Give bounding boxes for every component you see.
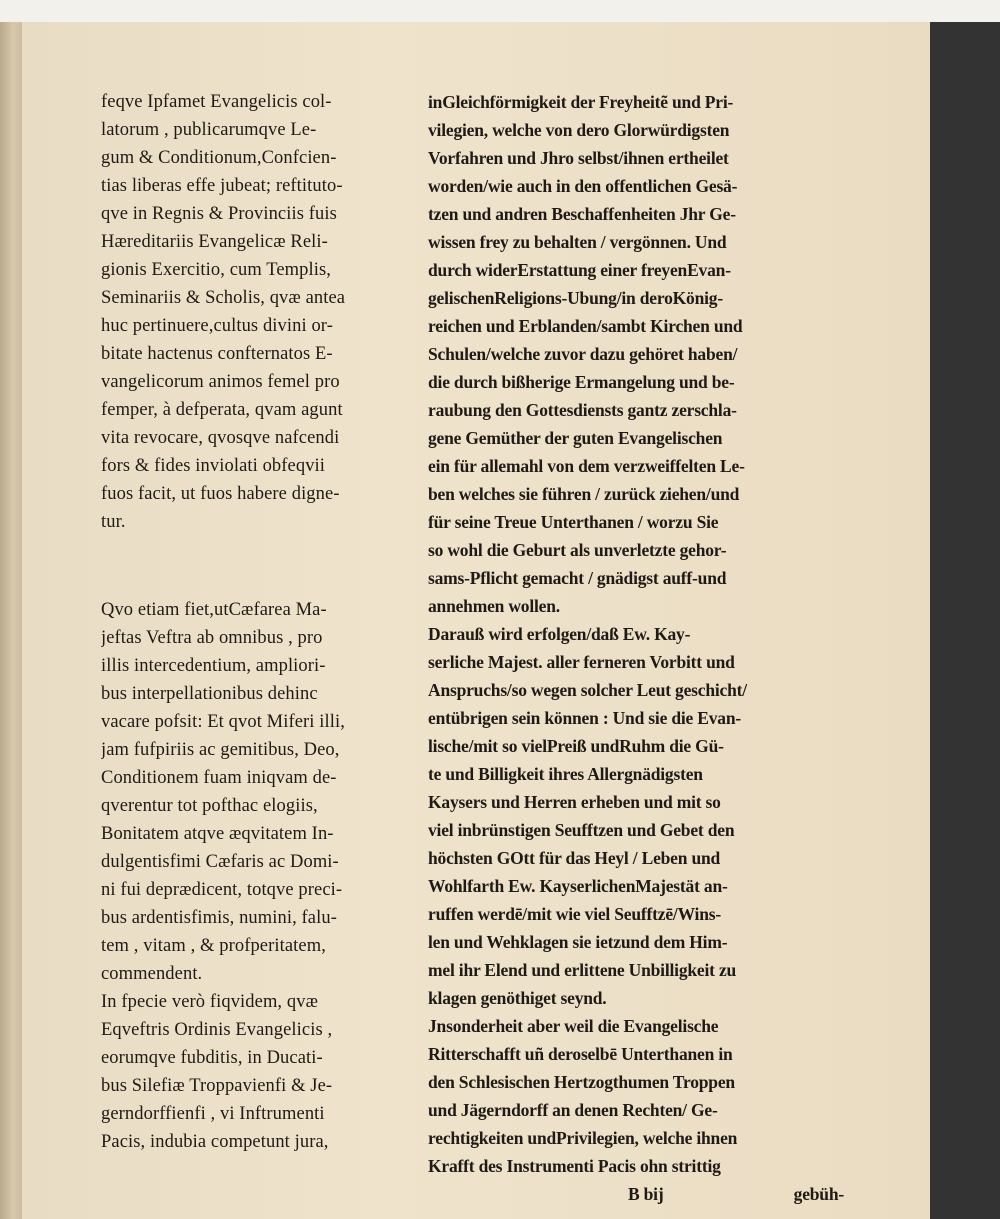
text-line: Bonitatem atqve æqvitatem In- bbox=[101, 824, 334, 844]
text-line: Ritterschafft uñ deroselbē Unterthanen in bbox=[428, 1044, 733, 1064]
text-line: Darauß wird erfolgen/daß Ew. Kay- bbox=[428, 624, 691, 644]
text-line: qve in Regnis & Provinciis fuis bbox=[101, 204, 337, 224]
text-line: fuos facit, ut fuos habere digne- bbox=[101, 484, 340, 504]
latin-column bbox=[101, 88, 421, 1156]
text-line: Seminariis & Scholis, qvæ antea bbox=[101, 288, 346, 308]
text-line: den Schlesischen Hertzogthumen Troppen bbox=[428, 1072, 735, 1092]
text-line: entübrigen sein können : Und sie die Evan- bbox=[428, 708, 741, 728]
scan-top-border bbox=[0, 0, 1000, 22]
text-line: viel inbrünstigen Seufftzen und Gebet den bbox=[428, 820, 735, 840]
text-line: dulgentisfimi Cæfaris ac Domi- bbox=[101, 852, 339, 872]
text-line: sams-Pflicht gemacht / gnädigst auff-und bbox=[428, 568, 727, 588]
text-line: Schulen/welche zuvor dazu gehöret haben/ bbox=[428, 344, 738, 364]
scan-right-border bbox=[930, 22, 1000, 1219]
text-line: annehmen wollen. bbox=[428, 596, 560, 616]
text-line: gelischenReligions-Ubung/in deroKönig- bbox=[428, 288, 723, 308]
text-line: bus interpellationibus dehinc bbox=[101, 684, 318, 704]
text-line: raubung den Gottesdiensts gantz zerschla- bbox=[428, 400, 737, 420]
text-line: vacare pofsit: Et qvot Miferi illi, bbox=[101, 712, 345, 732]
text-line: vilegien, welche von dero Glorwürdigsten bbox=[428, 120, 730, 140]
text-line: ein für allemahl von dem verzweiffelten Le- bbox=[428, 456, 745, 476]
text-line: femper, à defperata, qvam agunt bbox=[101, 400, 343, 420]
text-line: durch widerErstattung einer freyenEvan- bbox=[428, 260, 731, 280]
page-content bbox=[24, 48, 924, 1208]
text-line: jam fufpiriis ac gemitibus, Deo, bbox=[101, 740, 340, 760]
text-line: illis intercedentium, ampliori- bbox=[101, 656, 326, 676]
text-line: tias liberas effe jubeat; reftituto- bbox=[101, 176, 343, 196]
text-line: gionis Exercitio, cum Templis, bbox=[101, 260, 332, 280]
text-line: tur. bbox=[101, 512, 126, 532]
text-line: wissen frey zu behalten / vergönnen. Und bbox=[428, 232, 727, 252]
text-line: tem , vitam , & profperitatem, bbox=[101, 936, 326, 956]
text-line: Vorfahren und Jhro selbst/ihnen ertheilet bbox=[428, 148, 729, 168]
text-line: vangelicorum animos femel pro bbox=[101, 372, 340, 392]
page-spine bbox=[0, 22, 22, 1219]
text-line: ni fui deprædicent, totqve preci- bbox=[101, 880, 343, 900]
text-line: qverentur tot pofthac elogiis, bbox=[101, 796, 318, 816]
text-line: In fpecie verò fiqvidem, qvæ bbox=[101, 992, 319, 1012]
text-line: serliche Majest. aller ferneren Vorbitt und bbox=[428, 652, 735, 672]
text-line: gene Gemüther der guten Evangelischen bbox=[428, 428, 723, 448]
catchword: gebüh- bbox=[793, 1184, 844, 1204]
german-column bbox=[428, 88, 848, 1208]
text-line: jeftas Veftra ab omnibus , pro bbox=[101, 628, 323, 648]
text-line: tzen und andren Beschaffenheiten Jhr Ge- bbox=[428, 204, 736, 224]
text-line: Conditionem fuam iniqvam de- bbox=[101, 768, 337, 788]
text-line: feqve Ipfamet Evangelicis col- bbox=[101, 92, 332, 112]
text-line: Wohlfarth Ew. KayserlichenMajestät an- bbox=[428, 876, 728, 896]
text-line: Kaysers und Herren erheben und mit so bbox=[428, 792, 721, 812]
text-line: gum & Conditionum,Confcien- bbox=[101, 148, 337, 168]
text-line: gerndorffienfi , vi Inftrumenti bbox=[101, 1104, 325, 1124]
text-line: mel ihr Elend und erlittene Unbilligkeit zu bbox=[428, 960, 737, 980]
text-line: die durch bißherige Ermangelung und be- bbox=[428, 372, 735, 392]
text-line: worden/wie auch in den offentlichen Gesä- bbox=[428, 176, 738, 196]
text-line: Krafft des Instrumenti Pacis ohn strittig bbox=[428, 1156, 721, 1176]
text-line: ben welches sie führen / zurück ziehen/und bbox=[428, 484, 740, 504]
text-line: latorum , publicarumqve Le- bbox=[101, 120, 317, 140]
text-line: commendent. bbox=[101, 964, 203, 984]
text-line: bitate hactenus confternatos E- bbox=[101, 344, 333, 364]
text-line: ruffen werdē/mit wie viel Seufftzē/Wins- bbox=[428, 904, 721, 924]
text-line: huc pertinuere,cultus divini or- bbox=[101, 316, 333, 336]
text-line: len und Wehklagen sie ietzund dem Him- bbox=[428, 932, 728, 952]
signature-mark: B bij bbox=[628, 1184, 664, 1204]
text-line: klagen genöthiget seynd. bbox=[428, 988, 607, 1008]
text-line: eorumqve fubditis, in Ducati- bbox=[101, 1048, 323, 1068]
text-line: Pacis, indubia competunt jura, bbox=[101, 1132, 329, 1152]
text-line: und Jägerndorff an denen Rechten/ Ge- bbox=[428, 1100, 718, 1120]
text-line: so wohl die Geburt als unverletzte gehor- bbox=[428, 540, 727, 560]
paragraph-gap bbox=[101, 536, 421, 596]
text-line: Qvo etiam fiet,utCæfarea Ma- bbox=[101, 600, 327, 620]
text-line: vita revocare, qvosqve nafcendi bbox=[101, 428, 340, 448]
text-line: Eqveftris Ordinis Evangelicis , bbox=[101, 1020, 333, 1040]
text-line: te und Billigkeit ihres Allergnädigsten bbox=[428, 764, 703, 784]
text-line: höchsten GOtt für das Heyl / Leben und bbox=[428, 848, 721, 868]
text-line: bus ardentisfimis, numini, falu- bbox=[101, 908, 337, 928]
text-line: inGleichförmigkeit der Freyheitẽ und Pri- bbox=[428, 92, 734, 112]
signature-row bbox=[428, 1180, 848, 1208]
text-line: fors & fides inviolati obfeqvii bbox=[101, 456, 326, 476]
text-line: für seine Treue Unterthanen / worzu Sie bbox=[428, 512, 719, 532]
text-line: Hæreditariis Evangelicæ Reli- bbox=[101, 232, 328, 252]
text-line: lische/mit so vielPreiß undRuhm die Gü- bbox=[428, 736, 724, 756]
text-line: Anspruchs/so wegen solcher Leut geschicht/ bbox=[428, 680, 747, 700]
text-line: reichen und Erblanden/sambt Kirchen und bbox=[428, 316, 743, 336]
text-line: rechtigkeiten undPrivilegien, welche ihnen bbox=[428, 1128, 738, 1148]
text-line: bus Silefiæ Troppavienfi & Je- bbox=[101, 1076, 333, 1096]
text-line: Jnsonderheit aber weil die Evangelische bbox=[428, 1016, 719, 1036]
